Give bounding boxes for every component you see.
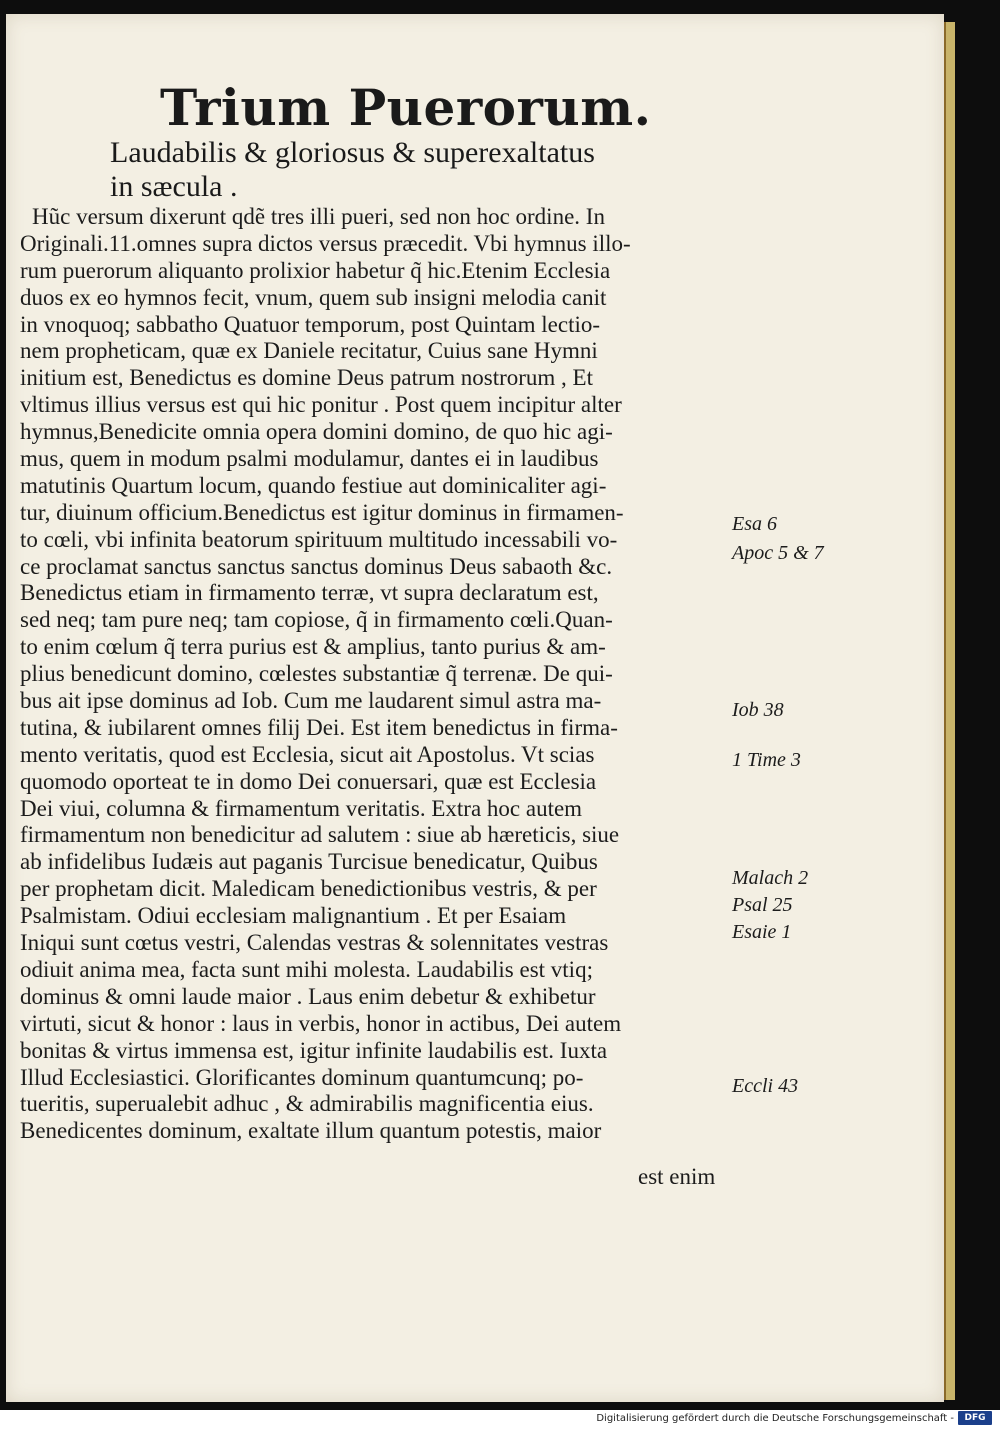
text-line: per prophetam dicit. Maledicam benedictionibus vestris, & per bbox=[20, 876, 597, 902]
page-title: Trium Puerorum. bbox=[160, 78, 652, 137]
text-line: tur, diuinum officium.Benedictus est igitur dominus in firmamen- bbox=[20, 499, 624, 525]
margin-reference: Iob 38 bbox=[732, 699, 784, 721]
text-line: odiuit anima mea, facta sunt mihi molesta. Laudabilis est vtiq; bbox=[20, 956, 593, 982]
text-line: Hũc versum dixerunt qdẽ tres illi pueri, sed non hoc ordine. In bbox=[32, 204, 605, 229]
text-line: rum puerorum aliquanto prolixior habetur q̃ hic.Etenim Ecclesia bbox=[20, 257, 611, 283]
text-line: tueritis, superualebit adhuc , & admirabilis magnificentia eius. bbox=[20, 1091, 594, 1117]
text-line: mus, quem in modum psalmi modulamur, dantes ei in laudibus bbox=[20, 446, 599, 472]
verse-heading-line: in sæcula . bbox=[110, 170, 238, 203]
dfg-logo: DFG bbox=[958, 1411, 992, 1425]
text-line: firmamentum non benedicitur ad salutem : siue ab hæreticis, siue bbox=[20, 822, 620, 848]
text-line: duos ex eo hymnos fecit, vnum, quem sub insigni melodia canit bbox=[20, 284, 607, 310]
text-line: dominus & omni laude maior . Laus enim debetur & exhibetur bbox=[20, 983, 596, 1009]
text-line: bonitas & virtus immensa est, igitur infinite laudabilis est. Iuxta bbox=[20, 1037, 608, 1063]
margin-reference: Psal 25 bbox=[732, 894, 793, 916]
margin-reference: Esa 6 bbox=[732, 513, 777, 535]
text-line: Illud Ecclesiastici. Glorificantes dominum quantumcunq; po- bbox=[20, 1064, 584, 1090]
text-line: quomodo oporteat te in domo Dei conuersari, quæ est Ecclesia bbox=[20, 768, 597, 794]
text-line: ce proclamat sanctus sanctus sanctus dominus Deus sabaoth &c. bbox=[20, 553, 613, 579]
text-line: Originali.11.omnes supra dictos versus præcedit. Vbi hymnus illo- bbox=[20, 230, 631, 256]
margin-reference: Apoc 5 & 7 bbox=[732, 542, 824, 564]
margin-reference: 1 Time 3 bbox=[732, 749, 801, 771]
text-line: to enim cœlum q̃ terra purius est & amplius, tanto purius & am- bbox=[20, 634, 606, 660]
verse-heading-line: Laudabilis & gloriosus & superexaltatus bbox=[110, 136, 595, 169]
text-line: plius benedicunt domino, cœlestes substantiæ q̃ terrenæ. De qui- bbox=[20, 661, 613, 687]
text-line: tutina, & iubilarent omnes filij Dei. Est item benedictus in firma- bbox=[20, 714, 618, 740]
commentary-text bbox=[20, 204, 730, 1145]
text-line: to cœli, vbi infinita beatorum spirituum multitudo incessabili vo- bbox=[20, 526, 618, 552]
margin-reference: Malach 2 bbox=[732, 867, 809, 889]
text-line: virtuti, sicut & honor : laus in verbis, honor in actibus, Dei autem bbox=[20, 1010, 622, 1036]
text-line: ab infidelibus Iudæis aut paganis Turcisue benedicatur, Quibus bbox=[20, 849, 598, 875]
text-line: Benedicentes dominum, exaltate illum quantum potestis, maior bbox=[20, 1118, 602, 1144]
funding-credit: Digitalisierung gefördert durch die Deutsche Forschungsgemeinschaft - bbox=[596, 1413, 954, 1424]
text-line: matutinis Quartum locum, quando festiue aut dominicaliter agi- bbox=[20, 472, 607, 498]
text-line: vltimus illius versus est qui hic ponitur . Post quem incipitur alter bbox=[20, 392, 622, 418]
verse-heading bbox=[110, 136, 670, 204]
page-edge bbox=[944, 22, 955, 1400]
text-line: mento veritatis, quod est Ecclesia, sicut ait Apostolus. Vt scias bbox=[20, 741, 595, 767]
text-line: Benedictus etiam in firmamento terræ, vt supra declaratum est, bbox=[20, 580, 599, 606]
text-line: initium est, Benedictus es domine Deus patrum nostrorum , Et bbox=[20, 365, 594, 391]
text-line: in vnoquoq; sabbatho Quatuor temporum, post Quintam lectio- bbox=[20, 311, 601, 337]
text-line: bus ait ipse dominus ad Iob. Cum me laudarent simul astra ma- bbox=[20, 688, 602, 714]
margin-reference: Eccli 43 bbox=[732, 1075, 799, 1097]
margin-reference: Esaie 1 bbox=[732, 921, 792, 943]
text-line: nem propheticam, quæ ex Daniele recitatur, Cuius sane Hymni bbox=[20, 338, 598, 364]
text-line: sed neq; tam pure neq; tam copiose, q̃ in firmamento cœli.Quan- bbox=[20, 607, 613, 633]
catchword: est enim bbox=[638, 1164, 716, 1189]
text-line: Psalmistam. Odiui ecclesiam malignantium . Et per Esaiam bbox=[20, 903, 567, 929]
text-line: Iniqui sunt cœtus vestri, Calendas vestras & solennitates vestras bbox=[20, 930, 609, 956]
text-line: hymnus,Benedicite omnia opera domini domino, de quo hic agi- bbox=[20, 419, 613, 445]
text-line: Dei viui, columna & firmamentum veritatis. Extra hoc autem bbox=[20, 795, 583, 821]
